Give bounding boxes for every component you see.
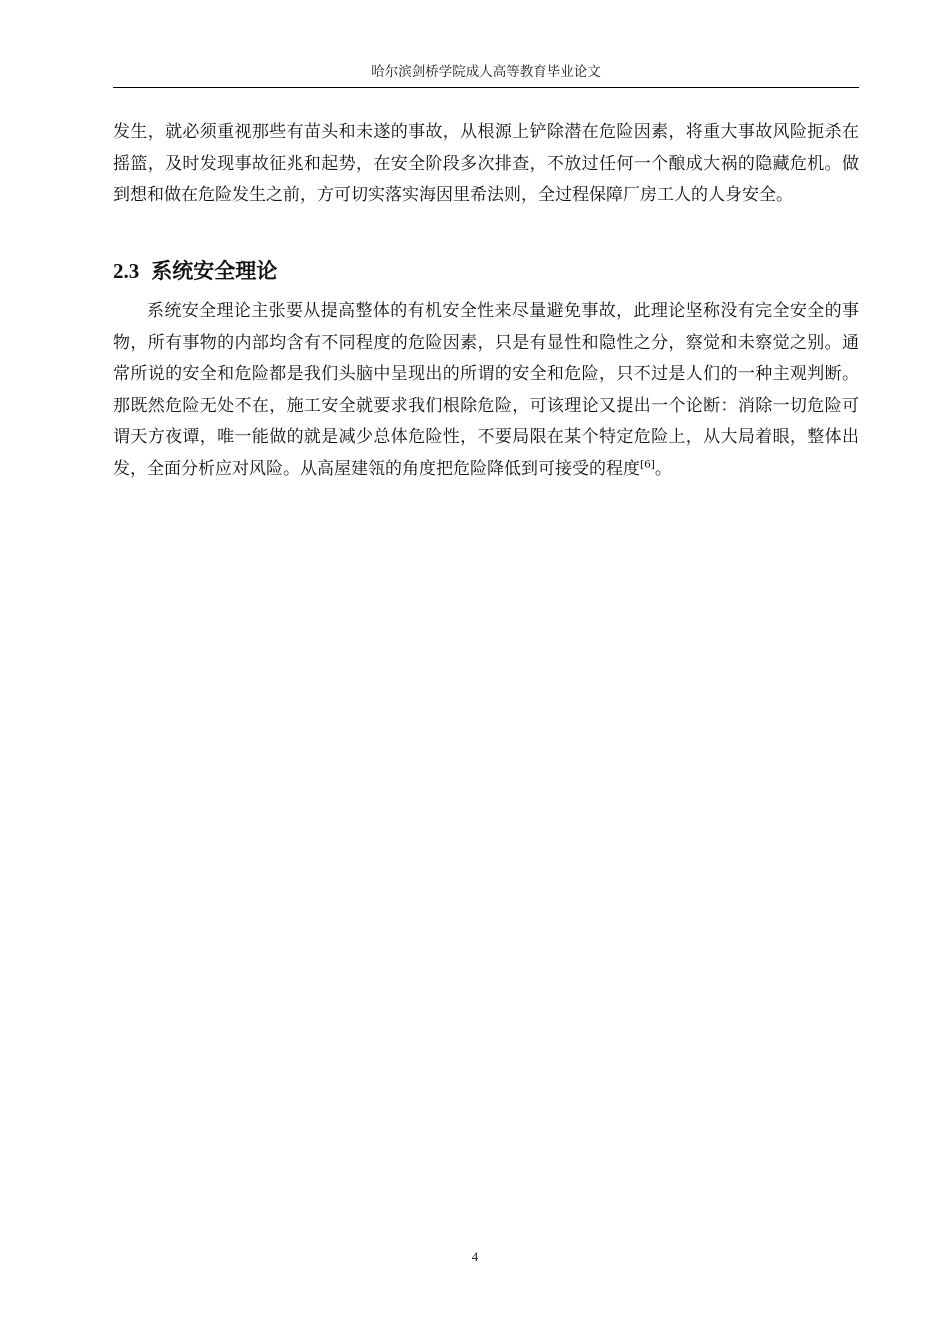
section-number: 2.3 xyxy=(113,259,140,283)
page-number: 4 xyxy=(471,1249,479,1264)
paragraph-text: 系统安全理论主张要从提高整体的有机安全性来尽量避免事故，此理论坚称没有完全安全的事物，所有事物的内部均含有不同程度的危险因素，只是有显性和隐性之分，察觉和未察觉之别。通常所说的安全和危险都是我们头脑中呈现出的所谓的安全和危险，只不过是人们的一种主观判断。那既然危险无处不在，施工安全就要求我们根除危险，可该理论又提出一个论断：消除一切危险可谓天方夜谭，唯一能做的就是减少总体危险性，不要局限在某个特定危险上，从大局着眼，整体出发，全面分析应对风险。从高屋建瓴的角度把危险降低到可接受的程度 xyxy=(113,301,859,479)
paragraph-continued: 发生，就必须重视那些有苗头和未遂的事故，从根源上铲除潜在危险因素，将重大事故风险扼杀在摇篮，及时发现事故征兆和起势，在安全阶段多次排查，不放过任何一个酿成大祸的隐藏危机。做到想和做在危险发生之前，方可切实落实海因里希法则，全过程保障厂房工人的人身安全。 xyxy=(113,122,859,206)
section-heading xyxy=(113,255,859,287)
citation-reference: [6] xyxy=(640,458,655,471)
header-divider xyxy=(113,87,859,88)
section-title: 系统安全理论 xyxy=(151,259,278,283)
running-header: 哈尔滨剑桥学院成人高等教育毕业论文 xyxy=(371,64,601,80)
paragraph-system-safety xyxy=(113,296,859,486)
paragraph-ending: 。 xyxy=(654,458,672,479)
